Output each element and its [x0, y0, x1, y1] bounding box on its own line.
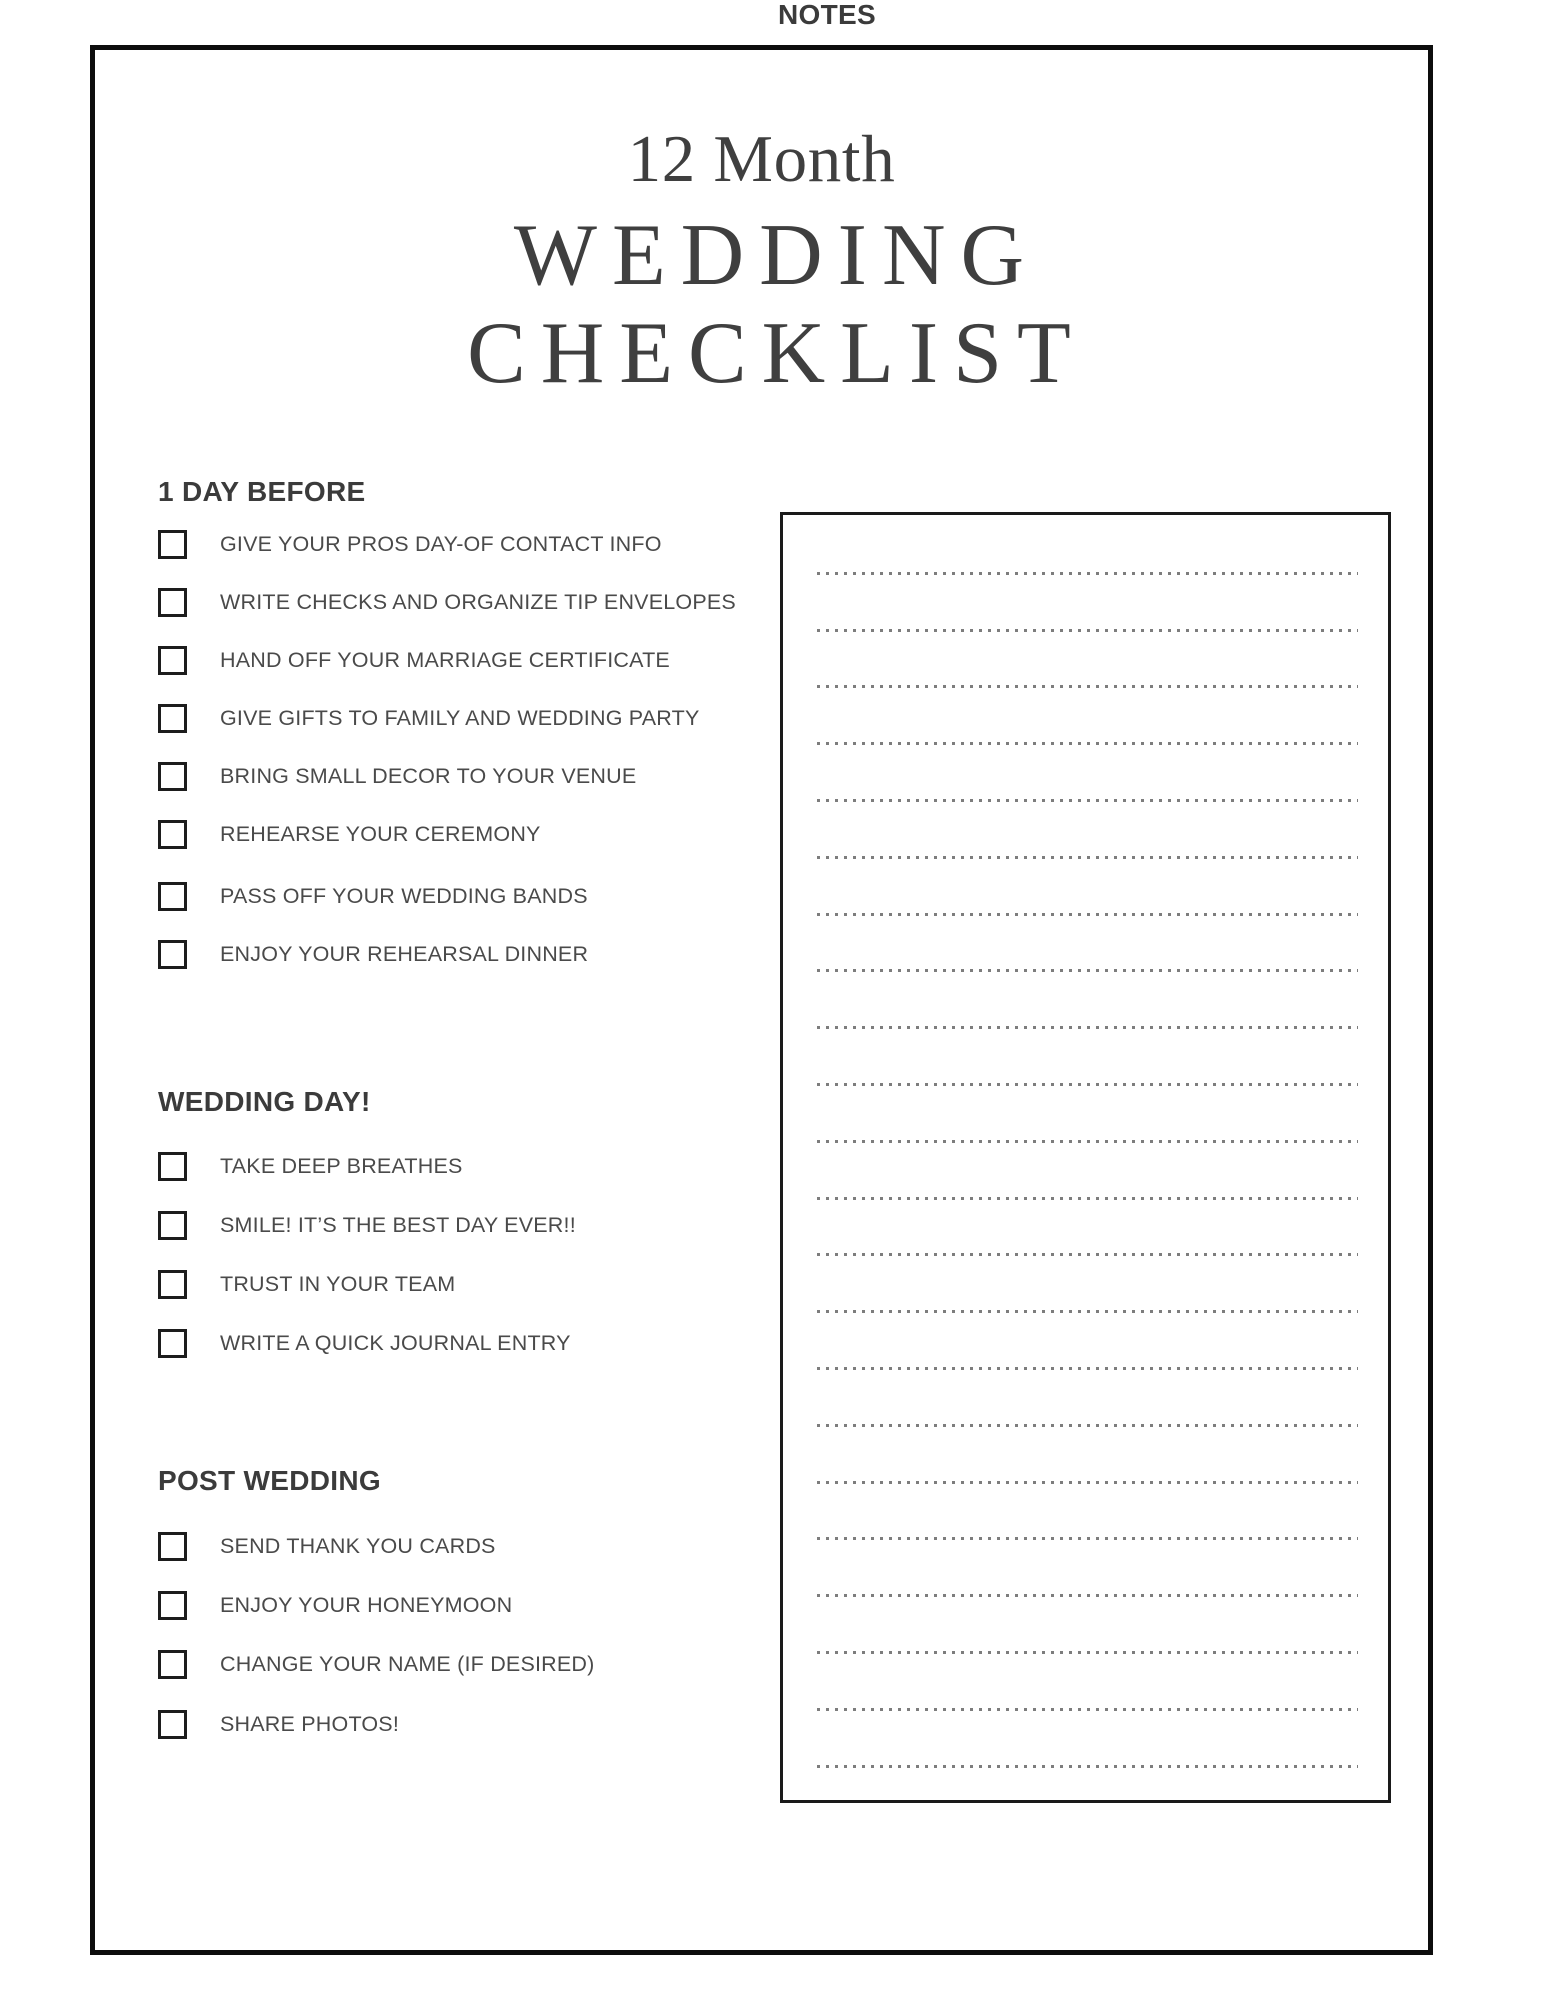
note-line: [817, 688, 1358, 745]
checkbox-send-thank-you-cards[interactable]: [158, 1532, 187, 1561]
note-line: [817, 1256, 1358, 1313]
checklist-item: [158, 1211, 576, 1240]
checkbox-change-your-name[interactable]: [158, 1650, 187, 1679]
title-subtitle: 12 Month: [627, 122, 896, 196]
checkbox-enjoy-honeymoon[interactable]: [158, 1591, 187, 1620]
note-line: [817, 1484, 1358, 1541]
checkbox-take-deep-breathes[interactable]: [158, 1152, 187, 1181]
checkbox-give-pros-contact-info[interactable]: [158, 530, 187, 559]
note-line: [817, 859, 1358, 916]
item-label: TAKE DEEP BREATHES: [220, 1154, 463, 1178]
note-line: [817, 1143, 1358, 1200]
note-line: [817, 518, 1358, 575]
item-label: WRITE CHECKS AND ORGANIZE TIP ENVELOPES: [220, 590, 736, 614]
note-line: [817, 1086, 1358, 1143]
item-label: CHANGE YOUR NAME (IF DESIRED): [220, 1652, 595, 1676]
item-label: TRUST IN YOUR TEAM: [220, 1272, 456, 1296]
note-line: [817, 1313, 1358, 1370]
item-label: WRITE A QUICK JOURNAL ENTRY: [220, 1331, 571, 1355]
checkbox-write-checks-tip-envelopes[interactable]: [158, 588, 187, 617]
note-line: [817, 1540, 1358, 1597]
item-label: SHARE PHOTOS!: [220, 1712, 400, 1736]
checklist-item: [158, 1329, 571, 1358]
item-label: REHEARSE YOUR CEREMONY: [220, 822, 541, 846]
item-label: ENJOY YOUR REHEARSAL DINNER: [220, 942, 589, 966]
checklist-item: [158, 1591, 512, 1620]
note-line: [817, 1029, 1358, 1086]
note-line: [817, 1200, 1358, 1257]
note-line: [817, 802, 1358, 859]
checkbox-bring-small-decor[interactable]: [158, 762, 187, 791]
item-label: ENJOY YOUR HONEYMOON: [220, 1593, 513, 1617]
checklist-item: [158, 1270, 455, 1299]
checkbox-rehearse-ceremony[interactable]: [158, 820, 187, 849]
note-line: [817, 632, 1358, 689]
item-label: SMILE! IT’S THE BEST DAY EVER!!: [220, 1213, 576, 1237]
checklist-item: [158, 940, 588, 969]
checkbox-smile-best-day-ever[interactable]: [158, 1211, 187, 1240]
note-line: [817, 1597, 1358, 1654]
notes-heading: NOTES: [778, 0, 876, 30]
item-label: HAND OFF YOUR MARRIAGE CERTIFICATE: [220, 648, 670, 672]
section-heading-post-wedding: POST WEDDING: [158, 1465, 381, 1496]
checkbox-share-photos[interactable]: [158, 1710, 187, 1739]
checklist-item: [158, 588, 736, 617]
note-line: [817, 1654, 1358, 1711]
title-checklist: CHECKLIST: [467, 305, 1086, 402]
item-label: PASS OFF YOUR WEDDING BANDS: [220, 884, 588, 908]
checklist-item: [158, 646, 670, 675]
checklist-item: [158, 762, 636, 791]
item-label: SEND THANK YOU CARDS: [220, 1534, 496, 1558]
checkbox-enjoy-rehearsal-dinner[interactable]: [158, 940, 187, 969]
checkbox-pass-off-wedding-bands[interactable]: [158, 882, 187, 911]
notes-box: [780, 512, 1391, 1803]
item-label: GIVE GIFTS TO FAMILY AND WEDDING PARTY: [220, 706, 700, 730]
item-label: BRING SMALL DECOR TO YOUR VENUE: [220, 764, 637, 788]
note-line: [817, 745, 1358, 802]
checklist-item: [158, 704, 700, 733]
checklist-item: [158, 1650, 595, 1679]
checklist-item: [158, 820, 541, 849]
checklist-item: [158, 1532, 496, 1561]
checklist-item: [158, 1152, 463, 1181]
checkbox-trust-in-your-team[interactable]: [158, 1270, 187, 1299]
checklist-item: [158, 530, 662, 559]
section-heading-1-day-before: 1 DAY BEFORE: [158, 476, 366, 507]
note-line: [817, 1711, 1358, 1768]
note-line: [817, 1427, 1358, 1484]
title-wedding: WEDDING: [513, 207, 1039, 304]
checkbox-hand-off-marriage-certificate[interactable]: [158, 646, 187, 675]
checklist-item: [158, 1710, 399, 1739]
note-line: [817, 1370, 1358, 1427]
note-line: [817, 916, 1358, 973]
notes-lines: [786, 518, 1385, 1768]
note-line: [817, 575, 1358, 632]
checkbox-write-quick-journal-entry[interactable]: [158, 1329, 187, 1358]
item-label: GIVE YOUR PROS DAY-OF CONTACT INFO: [220, 532, 662, 556]
section-heading-wedding-day: WEDDING DAY!: [158, 1086, 371, 1117]
checkbox-give-gifts-family-wedding-party[interactable]: [158, 704, 187, 733]
checklist-item: [158, 882, 588, 911]
note-line: [817, 972, 1358, 1029]
